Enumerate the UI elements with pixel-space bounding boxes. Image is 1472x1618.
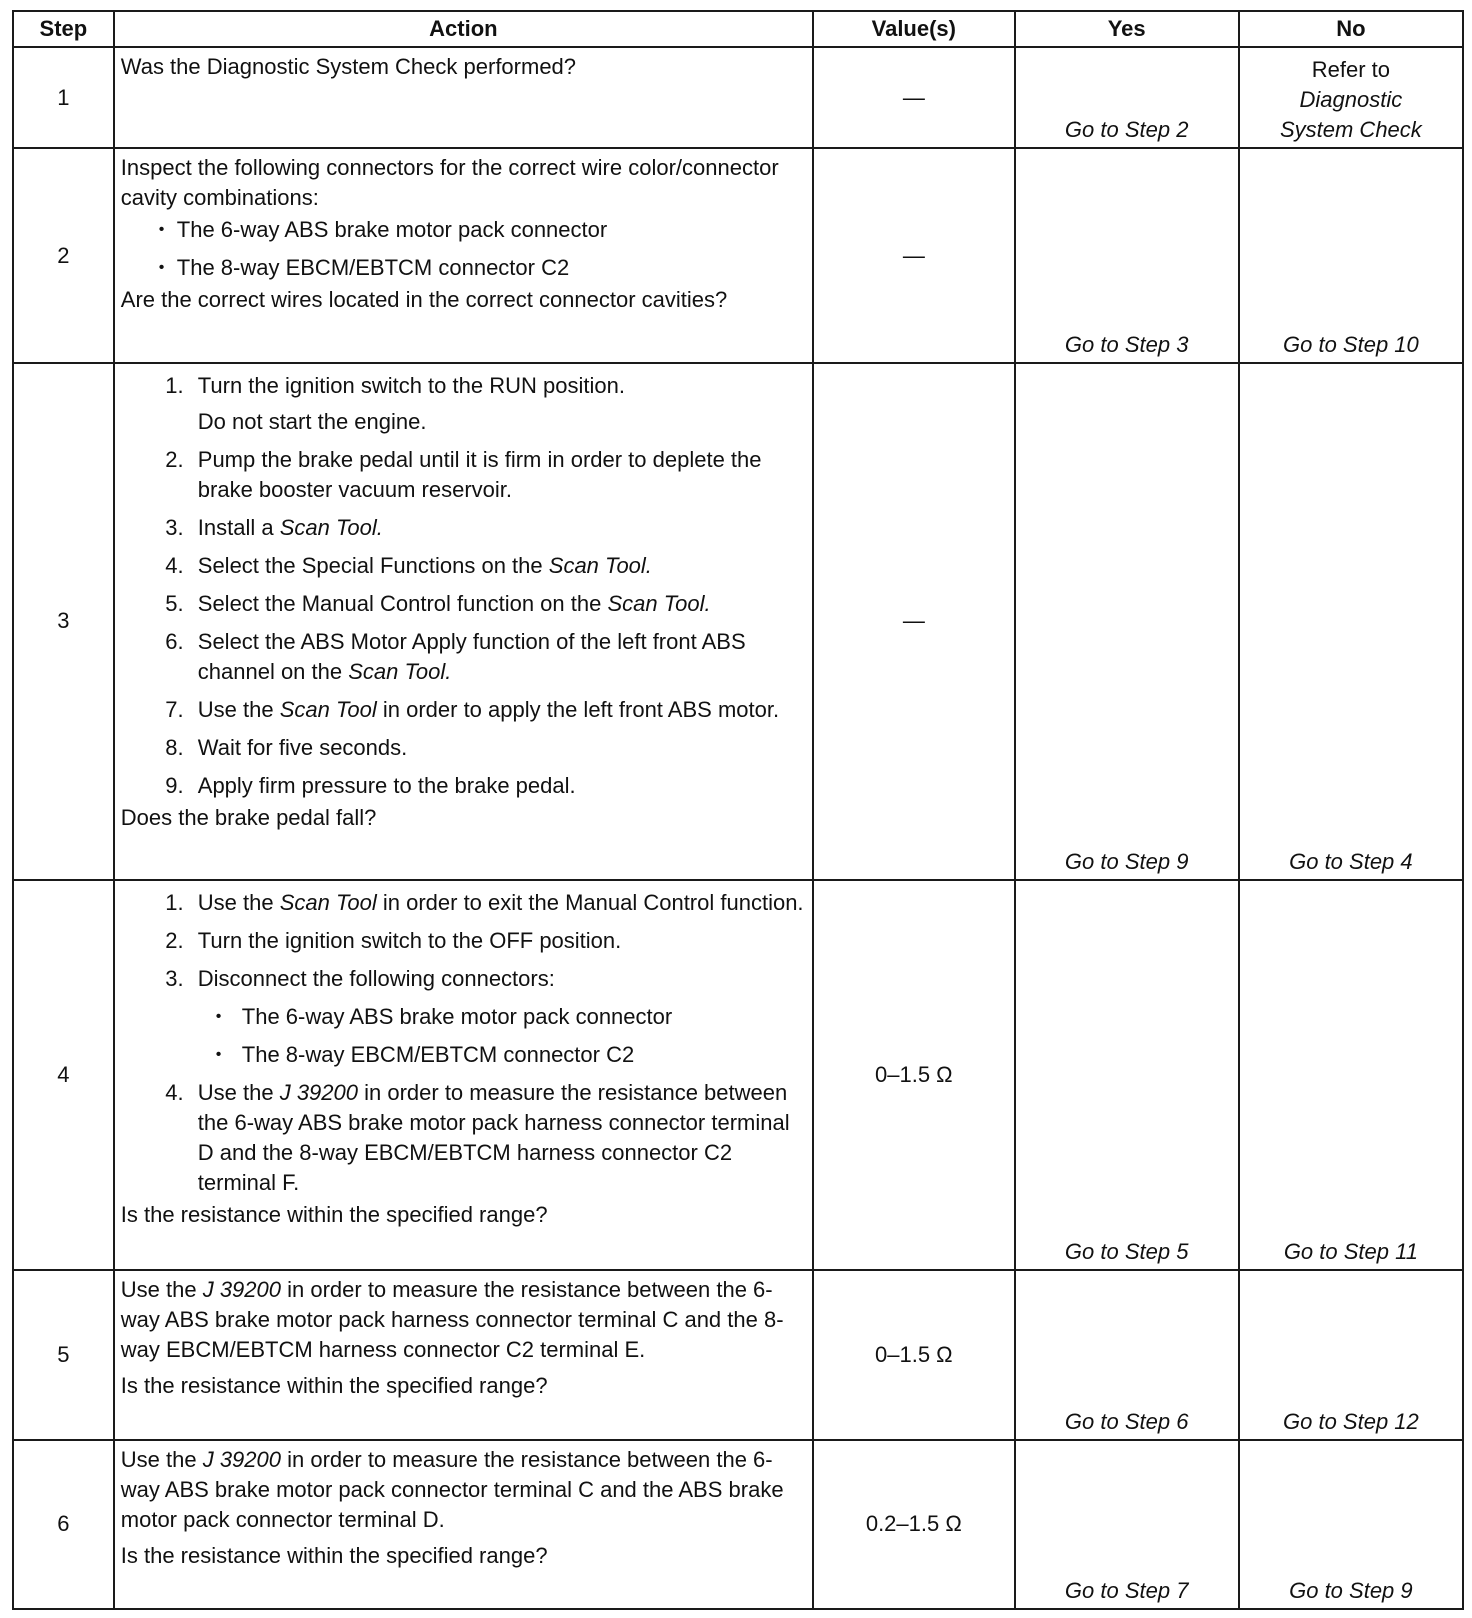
header-action: Action xyxy=(114,11,813,47)
step-number: 2 xyxy=(13,148,114,363)
yes-cell: Go to Step 9 xyxy=(1015,363,1239,880)
step-text: Use the xyxy=(197,1079,280,1105)
action-question: Is the resistance within the specified range? xyxy=(120,1201,548,1227)
list-item: 8. Wait for five seconds. xyxy=(190,733,806,763)
tool-name: Scan Tool. xyxy=(279,515,383,541)
step-number: 6 xyxy=(13,1440,114,1609)
action-question: Are the correct wires located in the correct connector cavities? xyxy=(120,287,728,313)
header-no: No xyxy=(1239,11,1463,47)
step-number: 3 xyxy=(13,363,114,880)
tool-name: Scan Tool. xyxy=(548,553,652,579)
tool-name: Scan Tool xyxy=(279,697,377,723)
no-cell: Go to Step 10 xyxy=(1239,148,1463,363)
step-text: in order to exit the Manual Control function. xyxy=(376,889,804,915)
step-text: Turn the ignition switch to the RUN position. xyxy=(197,373,625,399)
action-cell xyxy=(114,148,813,363)
value-cell: — xyxy=(813,47,1015,148)
no-cell: Go to Step 11 xyxy=(1239,880,1463,1271)
tool-name: Scan Tool. xyxy=(607,591,711,617)
no-text-line: System Check xyxy=(1279,117,1422,143)
step-text: Install a xyxy=(197,515,280,541)
yes-cell: Go to Step 2 xyxy=(1015,47,1239,148)
no-text-line: Diagnostic xyxy=(1299,87,1403,113)
tool-name: Scan Tool xyxy=(279,889,377,915)
table-row xyxy=(13,880,1463,1271)
action-question: Is the resistance within the specified range? xyxy=(120,1373,548,1399)
action-cell xyxy=(114,47,813,148)
step-number: 1 xyxy=(13,47,114,148)
action-text xyxy=(121,1275,806,1365)
list-item xyxy=(190,589,806,619)
action-intro: Inspect the following connectors for the correct wire color/connector cavity combinations: xyxy=(120,155,779,211)
action-text: Was the Diagnostic System Check performed? xyxy=(120,54,577,79)
action-question: Does the brake pedal fall? xyxy=(120,805,377,831)
tool-name: J 39200 xyxy=(202,1277,281,1303)
step-text: Select the ABS Motor Apply function of the left front ABS channel on the xyxy=(197,629,746,685)
list-item: 2. Pump the brake pedal until it is firm in order to deplete the brake booster vacuum reservoir. xyxy=(190,445,806,505)
connector-list xyxy=(198,1002,806,1070)
tool-name: Scan Tool. xyxy=(348,659,452,685)
yes-cell: Go to Step 5 xyxy=(1015,880,1239,1271)
list-item xyxy=(190,371,806,437)
list-item xyxy=(190,513,806,543)
list-item: 9. Apply firm pressure to the brake pedal. xyxy=(190,771,806,801)
list-item: • The 8-way EBCM/EBTCM connector C2 xyxy=(234,1040,806,1070)
list-item: • The 6-way ABS brake motor pack connector xyxy=(177,215,806,245)
step-text: in order to apply the left front ABS motor. xyxy=(376,697,780,723)
header-yes: Yes xyxy=(1015,11,1239,47)
table-row xyxy=(13,47,1463,148)
header-row xyxy=(13,11,1463,47)
action-cell xyxy=(114,1440,813,1609)
list-item: • The 6-way ABS brake motor pack connector xyxy=(234,1002,806,1032)
value-cell: 0.2–1.5 Ω xyxy=(813,1440,1015,1609)
step-text: Select the Manual Control function on the xyxy=(197,591,608,617)
procedure-list xyxy=(121,888,806,1198)
table-row xyxy=(13,1270,1463,1439)
yes-cell: Go to Step 3 xyxy=(1015,148,1239,363)
no-text-line: Refer to xyxy=(1311,57,1391,83)
value-cell: — xyxy=(813,148,1015,363)
step-text: Use the xyxy=(197,697,280,723)
action-text xyxy=(121,1445,806,1535)
no-cell xyxy=(1239,47,1463,148)
step-number: 5 xyxy=(13,1270,114,1439)
step-text: Use the xyxy=(120,1277,203,1303)
no-cell: Go to Step 9 xyxy=(1239,1440,1463,1609)
step-text: in order to measure the resistance between the 6-way ABS brake motor pack harness connector terminal D and the 8-way EBCM/EBTCM harness connector C2 terminal F. xyxy=(197,1079,790,1195)
action-cell xyxy=(114,880,813,1271)
value-cell: — xyxy=(813,363,1015,880)
table-row xyxy=(13,148,1463,363)
list-item xyxy=(190,964,806,1070)
header-values: Value(s) xyxy=(813,11,1015,47)
step-text: Use the xyxy=(197,889,280,915)
list-item xyxy=(190,888,806,918)
diagnostic-table xyxy=(12,10,1464,1610)
tool-name: J 39200 xyxy=(279,1079,358,1105)
list-item: 2. Turn the ignition switch to the OFF position. xyxy=(190,926,806,956)
list-item: • The 8-way EBCM/EBTCM connector C2 xyxy=(177,253,806,283)
table-row xyxy=(13,363,1463,880)
connector-list xyxy=(121,215,806,283)
procedure-list xyxy=(121,371,806,801)
step-text: Disconnect the following connectors: xyxy=(197,965,555,991)
list-item xyxy=(190,695,806,725)
action-question: Is the resistance within the specified range? xyxy=(120,1542,548,1568)
yes-cell: Go to Step 6 xyxy=(1015,1270,1239,1439)
action-cell xyxy=(114,1270,813,1439)
step-text: Use the xyxy=(120,1446,203,1472)
no-cell: Go to Step 4 xyxy=(1239,363,1463,880)
step-text: in order to measure the resistance between the 6-way ABS brake motor pack harness connector terminal C and the 8-way EBCM/EBTCM harness connector C2 terminal E. xyxy=(120,1277,784,1363)
yes-cell: Go to Step 7 xyxy=(1015,1440,1239,1609)
list-item xyxy=(190,1078,806,1198)
list-item xyxy=(190,627,806,687)
list-item xyxy=(190,551,806,581)
step-text: in order to measure the resistance between the 6-way ABS brake motor pack connector terminal C and the ABS brake motor pack connector terminal D. xyxy=(120,1446,784,1532)
step-text: Select the Special Functions on the xyxy=(197,553,549,579)
action-cell xyxy=(114,363,813,880)
step-note: Do not start the engine. xyxy=(197,409,427,435)
table-row xyxy=(13,1440,1463,1609)
step-number: 4 xyxy=(13,880,114,1271)
no-cell: Go to Step 12 xyxy=(1239,1270,1463,1439)
header-step: Step xyxy=(13,11,114,47)
value-cell: 0–1.5 Ω xyxy=(813,1270,1015,1439)
value-cell: 0–1.5 Ω xyxy=(813,880,1015,1271)
tool-name: J 39200 xyxy=(202,1446,281,1472)
